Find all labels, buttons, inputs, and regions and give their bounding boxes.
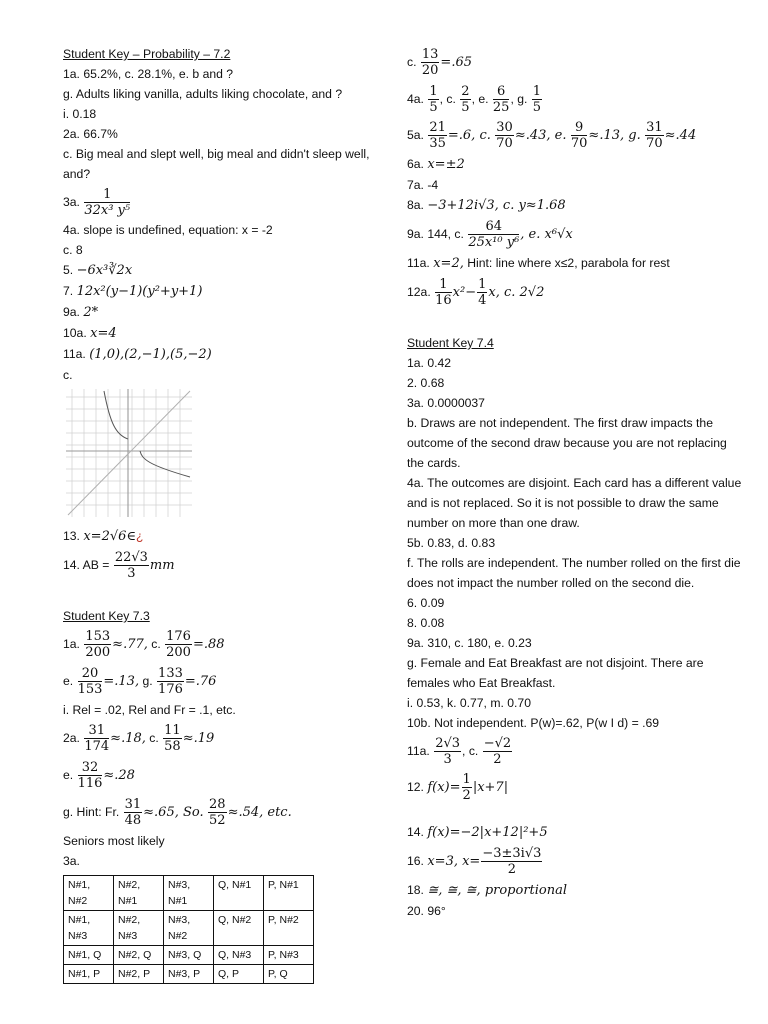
left-column <box>63 44 383 984</box>
numerator: 28 <box>209 797 226 813</box>
answer-label: c. <box>151 637 161 651</box>
value: ≈.65, So. <box>143 805 204 820</box>
table-row <box>64 965 314 984</box>
answer-7-3-2e <box>63 757 383 794</box>
fraction <box>483 736 512 767</box>
math-expression: −3+12i√3, c. y≈1.68 <box>427 198 566 213</box>
fraction <box>84 187 130 218</box>
answer-label: 2a. <box>63 731 80 745</box>
answer-7-4-2: 2. 0.68 <box>407 376 445 390</box>
answer-7-4-6: 6. 0.09 <box>407 596 445 610</box>
fraction <box>428 84 438 115</box>
math-expression: ≅, ≅, ≅, proportional <box>427 883 568 898</box>
numerator: 31 <box>124 797 142 813</box>
numerator: 31 <box>646 120 663 136</box>
fraction <box>78 760 103 791</box>
right-column <box>407 44 747 921</box>
denominator: 3 <box>443 752 452 768</box>
answer-label: , c. <box>462 744 479 758</box>
math-expression: 2* <box>83 305 99 320</box>
outcomes-table <box>63 875 314 984</box>
answer-5a <box>407 117 747 154</box>
answer-label: , e. <box>471 92 489 106</box>
error-mark: ¿ <box>136 529 144 543</box>
key-7-2-title: Student Key – Probability – 7.2 <box>63 47 231 61</box>
answer-6a <box>407 154 747 175</box>
fraction <box>481 846 542 877</box>
answer-label: c. <box>407 55 417 69</box>
fraction <box>645 120 664 151</box>
answer-label: g. <box>142 674 153 688</box>
table-cell: N#3, N#1 <box>164 876 214 911</box>
math-expression: x, c. 2√2 <box>488 285 545 300</box>
fraction <box>468 219 519 250</box>
fraction <box>460 84 470 115</box>
answer-11c-label: c. <box>63 368 73 382</box>
numerator: 1 <box>462 772 471 788</box>
fraction <box>84 629 111 660</box>
answer-7-4-5f: f. The rolls are independent. The number rolled on the first die does not impact the number rolled on the second die. <box>407 556 741 590</box>
answer-13 <box>63 526 383 547</box>
answer-label: 11a. <box>407 256 430 270</box>
table-cell: N#3, N#2 <box>164 911 214 946</box>
table-cell: N#3, Q <box>164 946 214 965</box>
answer-7-4-9g: g. Female and Eat Breakfast are not disjoint. There are females who Eat Breakfast. <box>407 656 704 690</box>
fraction <box>421 47 440 78</box>
denominator: 70 <box>496 136 513 152</box>
numerator: 2√3 <box>435 736 461 752</box>
fraction <box>124 797 143 828</box>
denominator: 176 <box>158 682 183 698</box>
fraction <box>114 550 149 581</box>
table-cell: N#2, N#1 <box>114 876 164 911</box>
answer-label: 5. <box>63 263 74 277</box>
answer-4a <box>407 81 747 117</box>
math-expression: −6x³∛2x <box>76 263 133 278</box>
answer-label: 6a. <box>407 157 424 171</box>
math-expression: x=4 <box>90 326 117 341</box>
denominator: 32x³ y⁵ <box>84 203 131 219</box>
numerator: 1 <box>478 277 487 293</box>
denominator: 2 <box>462 788 471 804</box>
denominator: 153 <box>77 682 103 698</box>
numerator: 1 <box>429 84 438 100</box>
fraction <box>495 120 514 151</box>
answer-7-4-20: 20. 96° <box>407 904 446 918</box>
answer-label: 14. <box>407 825 424 839</box>
table-cell: P, Q <box>264 965 314 984</box>
math-expression: f(x)=−2|x+12|²+5 <box>427 825 548 840</box>
fraction <box>571 120 588 151</box>
identity-line <box>68 391 190 515</box>
denominator: 5 <box>429 100 438 116</box>
numerator: 1 <box>532 84 542 100</box>
fraction <box>462 772 472 803</box>
table-cell: Q, N#1 <box>214 876 264 911</box>
answer-2c: c. Big meal and slept well, big meal and didn't sleep well, and? <box>63 147 370 181</box>
fraction <box>84 723 109 754</box>
hint-text: Hint: line where x≤2, parabola for rest <box>467 256 670 270</box>
table-cell: P, N#1 <box>264 876 314 911</box>
denominator: 5 <box>461 100 470 116</box>
math-expression: x=3, x= <box>427 854 481 869</box>
denominator: 52 <box>209 813 226 829</box>
numerator: −3±3i√3 <box>482 846 542 862</box>
value: ≈.54, etc. <box>227 805 292 820</box>
answer-label: , c. <box>439 92 456 106</box>
table-row <box>64 946 314 965</box>
value: ≈.19 <box>182 731 215 746</box>
numerator: 22√3 <box>114 550 148 566</box>
answer-label: 4a. <box>407 92 424 106</box>
answer-label: 3a. <box>63 195 80 209</box>
answer-label: 11a. <box>407 744 430 758</box>
math-expression: f(x)= <box>427 780 461 795</box>
answer-label: 11a. <box>63 347 86 361</box>
numerator: 64 <box>468 219 519 235</box>
numerator: 31 <box>84 723 109 739</box>
table-row <box>64 876 314 911</box>
denominator: 16 <box>435 293 452 309</box>
answer-7-4-16 <box>407 843 747 880</box>
numerator: 6 <box>493 84 510 100</box>
math-expression: |x+7| <box>472 780 509 795</box>
value: =.13, <box>103 674 140 689</box>
answer-7-3-1a <box>63 626 383 663</box>
value: ≈.13, g. <box>588 128 641 143</box>
answer-label: 12. <box>407 780 424 794</box>
answer-label: 8a. <box>407 198 424 212</box>
table-cell: N#1, N#3 <box>64 911 114 946</box>
answer-7-4-3a: 3a. 0.0000037 <box>407 396 485 410</box>
table-cell: N#1, P <box>64 965 114 984</box>
math-expression: x²− <box>452 285 477 300</box>
answer-3a <box>63 184 383 220</box>
table-cell: Q, P <box>214 965 264 984</box>
value: ≈.43, e. <box>514 128 567 143</box>
denominator: 58 <box>164 739 181 755</box>
denominator: 2 <box>507 862 516 878</box>
fraction <box>532 84 542 115</box>
table-cell: P, N#3 <box>264 946 314 965</box>
answer-14 <box>63 547 383 584</box>
answer-7 <box>63 281 383 302</box>
fraction <box>493 84 510 115</box>
denominator: 25 <box>492 100 510 116</box>
numerator: 30 <box>496 120 513 136</box>
denominator: 2 <box>493 752 502 768</box>
numerator: 21 <box>429 120 446 136</box>
math-expression: x=2, <box>433 256 464 271</box>
math-expression: x=±2 <box>427 157 465 172</box>
denominator: 20 <box>421 63 439 79</box>
answer-label: 10a. <box>63 326 87 340</box>
key-7-4-title: Student Key 7.4 <box>407 336 494 350</box>
answer-7-4-3b: b. Draws are not independent. The first draw impacts the outcome of the second draw because you are not replacing the cards. <box>407 416 727 470</box>
denominator: 174 <box>84 739 110 755</box>
answer-8a <box>407 195 747 216</box>
numerator: 176 <box>166 629 191 645</box>
math-expression: x=2√6∈ <box>83 529 137 544</box>
denominator: 25x¹⁰ y⁶ <box>468 235 520 251</box>
answer-4a: 4a. slope is undefined, equation: x = -2 <box>63 223 273 237</box>
answer-7-4-4a: 4a. The outcomes are disjoint. Each card has a different value and is not replaced. So it is not possible to draw the same number on more than one draw. <box>407 476 742 530</box>
answer-label: g. Hint: Fr. <box>63 805 120 819</box>
numerator: 133 <box>158 666 183 682</box>
table-cell: N#3, P <box>164 965 214 984</box>
value: =.76 <box>184 674 217 689</box>
fraction <box>157 666 184 697</box>
answer-5 <box>63 260 383 281</box>
value: ≈.28 <box>103 768 135 783</box>
fraction <box>428 120 447 151</box>
denominator: 4 <box>478 293 487 309</box>
denominator: 3 <box>127 566 136 582</box>
numerator: 1 <box>435 277 452 293</box>
fraction <box>208 797 227 828</box>
table-cell: N#1, Q <box>64 946 114 965</box>
table-cell: Q, N#3 <box>214 946 264 965</box>
fraction <box>165 629 192 660</box>
answer-1a: 1a. 65.2%, c. 28.1%, e. b and ? <box>63 67 234 81</box>
math-expression: (1,0),(2,−1),(5,−2) <box>89 347 212 362</box>
numerator: 2 <box>461 84 470 100</box>
value: =.65 <box>440 55 472 70</box>
answer-7-4-10b: 10b. Not independent. P(w)=.62, P(w I d) = .69 <box>407 716 660 730</box>
denominator: 70 <box>570 136 588 152</box>
answer-9a <box>407 216 747 253</box>
answer-2a: 2a. 66.7% <box>63 127 118 141</box>
graph-figure <box>66 389 192 517</box>
fraction <box>163 723 182 754</box>
answer-1g: g. Adults liking vanilla, adults liking chocolate, and ? <box>63 87 343 101</box>
numerator: 1 <box>84 187 130 203</box>
denominator: 5 <box>532 100 542 116</box>
answer-seniors: Seniors most likely <box>63 834 165 848</box>
answer-4c: c. 8 <box>63 243 83 257</box>
table-row <box>64 911 314 946</box>
answer-label: 16. <box>407 854 424 868</box>
value: =.88 <box>192 637 225 652</box>
answer-7-3-1e <box>63 663 383 700</box>
denominator: 200 <box>166 645 191 661</box>
answer-7-4-8: 8. 0.08 <box>407 616 445 630</box>
answer-9a <box>63 302 383 323</box>
answer-label: e. <box>63 674 74 688</box>
answer-7a: 7a. -4 <box>407 178 439 192</box>
answer-label: 5a. <box>407 128 424 142</box>
answer-11a <box>407 253 747 274</box>
answer-label: 9a. 144, c. <box>407 227 464 241</box>
value: , e. x⁶√x <box>520 227 573 242</box>
answer-7-3-2a <box>63 720 383 757</box>
answer-label: 12a. <box>407 285 431 299</box>
answer-12a <box>407 274 747 311</box>
value: ≈.18, <box>110 731 146 746</box>
numerator: 13 <box>421 47 439 63</box>
answer-label: c. <box>149 731 159 745</box>
numerator: 32 <box>78 760 103 776</box>
answer-7-4-11a <box>407 733 747 769</box>
answer-label: 14. AB = <box>63 558 110 572</box>
answer-label: 7. <box>63 284 74 298</box>
answer-label: e. <box>63 768 74 782</box>
answer-7-2-12c <box>407 44 747 81</box>
denominator: 200 <box>85 645 111 661</box>
denominator: 48 <box>124 813 142 829</box>
answer-label: 18. <box>407 883 424 897</box>
answer-10a <box>63 323 383 344</box>
answer-7-3-1i: i. Rel = .02, Rel and Fr = .1, etc. <box>63 703 236 717</box>
unit: mm <box>149 558 175 573</box>
answer-7-3-3a: 3a. <box>63 854 80 868</box>
fraction <box>435 277 452 308</box>
answer-label: , g. <box>510 92 528 106</box>
table-cell: N#2, N#3 <box>114 911 164 946</box>
fraction <box>477 277 487 308</box>
answer-label: 1a. <box>63 637 80 651</box>
answer-7-4-1a: 1a. 0.42 <box>407 356 452 370</box>
numerator: 20 <box>78 666 103 682</box>
value: ≈.77, <box>112 637 148 652</box>
answer-7-4-9a: 9a. 310, c. 180, e. 0.23 <box>407 636 532 650</box>
numerator: 11 <box>164 723 181 739</box>
answer-7-4-12 <box>407 769 747 806</box>
table-cell: P, N#2 <box>264 911 314 946</box>
denominator: 116 <box>77 776 103 792</box>
table-cell: N#2, Q <box>114 946 164 965</box>
answer-7-4-9i: i. 0.53, k. 0.77, m. 0.70 <box>407 696 531 710</box>
answer-label: 9a. <box>63 305 80 319</box>
answer-7-4-18 <box>407 880 747 901</box>
denominator: 35 <box>429 136 446 152</box>
numerator: −√2 <box>483 736 512 752</box>
answer-11a <box>63 344 383 365</box>
numerator: 153 <box>85 629 111 645</box>
table-cell: N#2, P <box>114 965 164 984</box>
fraction <box>434 736 461 767</box>
curve-upper <box>104 391 128 439</box>
answer-label: 13. <box>63 529 80 543</box>
answer-1i: i. 0.18 <box>63 107 97 121</box>
denominator: 70 <box>646 136 663 152</box>
value: =.6, c. <box>447 128 491 143</box>
curve-lower <box>140 451 190 477</box>
numerator: 9 <box>571 120 588 136</box>
fraction <box>78 666 103 697</box>
key-7-3-title: Student Key 7.3 <box>63 609 150 623</box>
answer-7-4-5b: 5b. 0.83, d. 0.83 <box>407 536 496 550</box>
table-cell: N#1, N#2 <box>64 876 114 911</box>
math-expression: 12x²(y−1)(y²+y+1) <box>76 284 203 299</box>
value: ≈.44 <box>664 128 697 143</box>
table-cell: Q, N#2 <box>214 911 264 946</box>
answer-7-3-2g <box>63 794 383 831</box>
answer-7-4-14 <box>407 822 747 843</box>
